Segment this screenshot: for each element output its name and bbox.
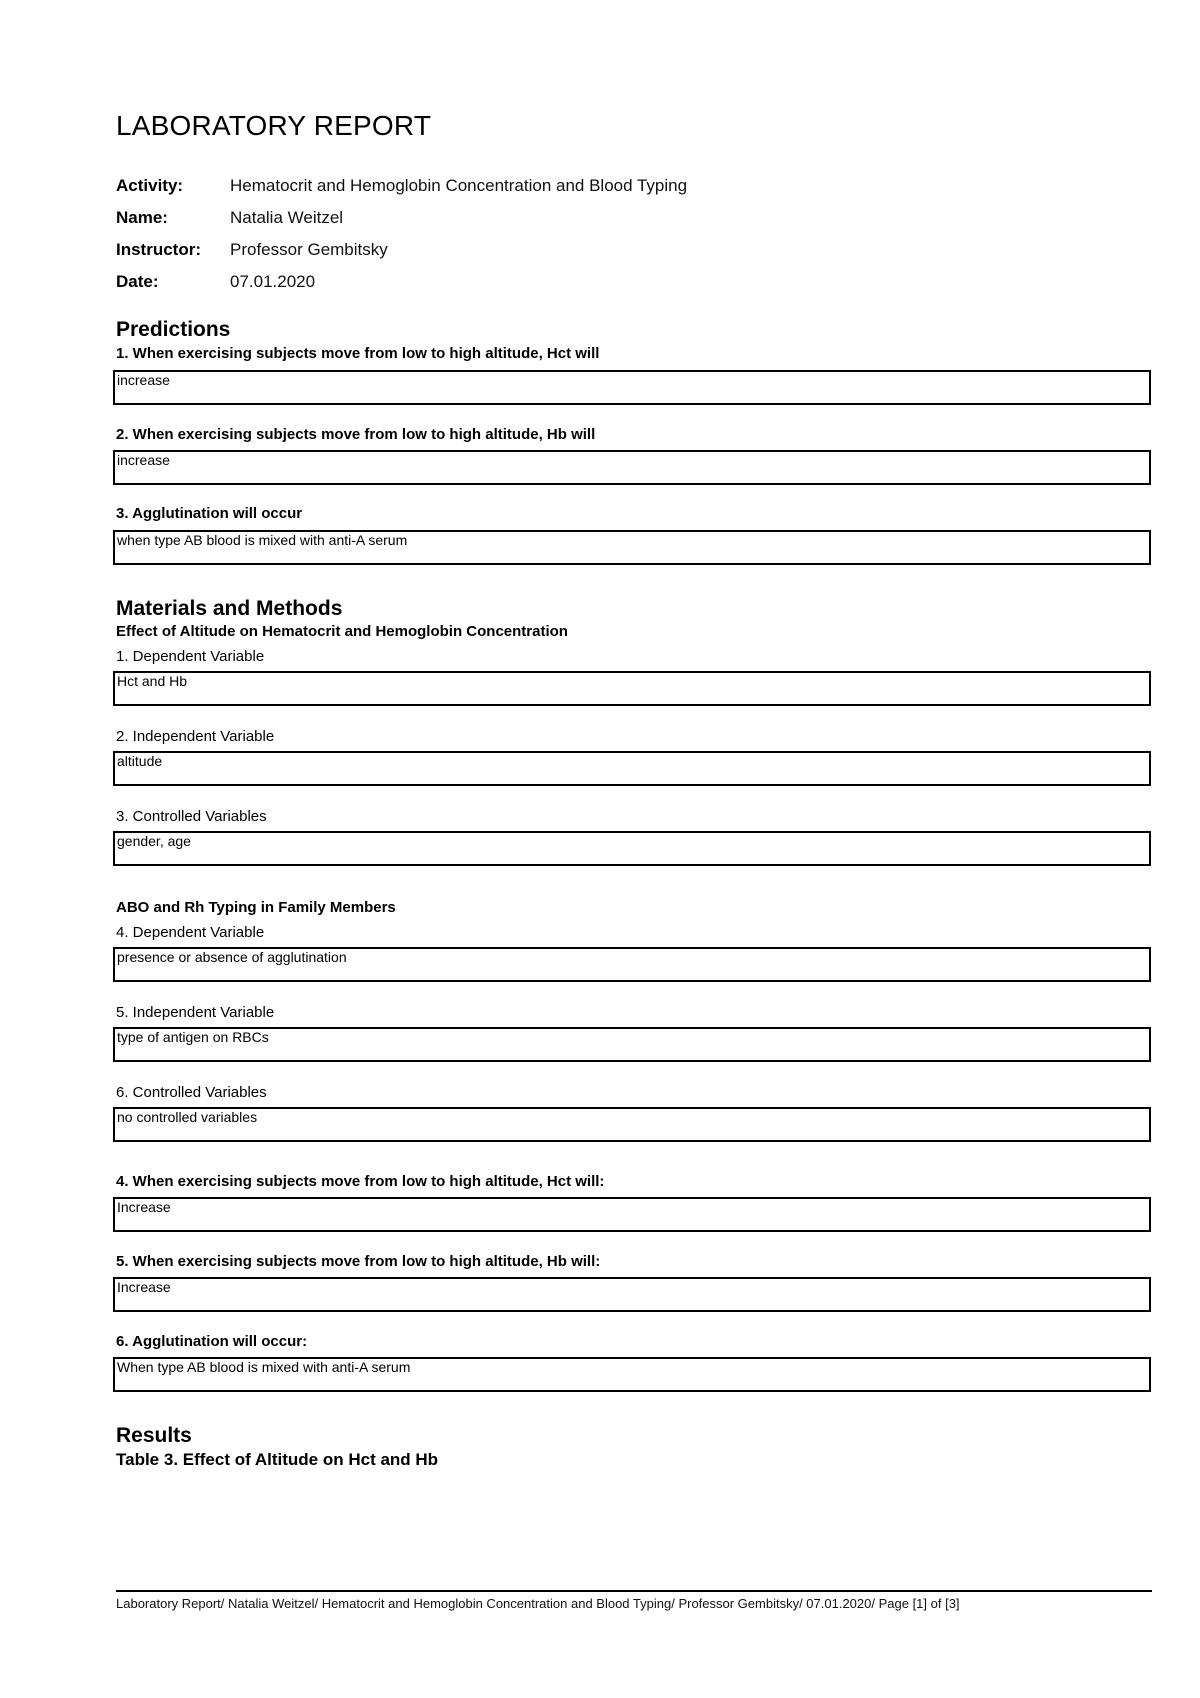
results-table-title: Table 3. Effect of Altitude on Hct and Hb <box>116 1450 439 1469</box>
meta-key: Instructor: <box>116 240 201 259</box>
mm-question-8: 5. When exercising subjects move from low to high altitude, Hb will: <box>116 1253 601 1270</box>
mm-answer-4[interactable]: presence or absence of agglutination <box>113 947 1151 982</box>
meta-row-activity <box>116 170 687 202</box>
mm-question-7: 4. When exercising subjects move from low to high altitude, Hct will: <box>116 1173 605 1190</box>
page-footer: Laboratory Report/ Natalia Weitzel/ Hematocrit and Hemoglobin Concentration and Blood Typing/ Professor Gembitsky/ 07.01.2020/ Page [1] of [3] <box>116 1596 960 1611</box>
results-heading: Results <box>116 1424 192 1447</box>
prediction-question-2: 2. When exercising subjects move from low to high altitude, Hb will <box>116 426 596 443</box>
meta-row-name <box>116 202 687 234</box>
materials-subheading-altitude: Effect of Altitude on Hematocrit and Hemoglobin Concentration <box>116 623 568 640</box>
materials-heading: Materials and Methods <box>116 597 343 620</box>
materials-subheading-abo: ABO and Rh Typing in Family Members <box>116 899 396 916</box>
mm-question-3: 3. Controlled Variables <box>116 808 267 825</box>
meta-key: Name: <box>116 208 168 227</box>
predictions-heading: Predictions <box>116 318 231 341</box>
meta-row-instructor <box>116 234 687 266</box>
meta-value: Hematocrit and Hemoglobin Concentration and Blood Typing <box>230 176 688 195</box>
prediction-answer-2[interactable]: increase <box>113 450 1151 485</box>
meta-value: Natalia Weitzel <box>230 208 344 227</box>
mm-question-5: 5. Independent Variable <box>116 1004 275 1021</box>
mm-answer-7[interactable]: Increase <box>113 1197 1151 1232</box>
meta-row-date <box>116 266 687 298</box>
prediction-question-1: 1. When exercising subjects move from low to high altitude, Hct will <box>116 345 600 362</box>
prediction-answer-3[interactable]: when type AB blood is mixed with anti-A serum <box>113 530 1151 565</box>
meta-value: Professor Gembitsky <box>230 240 388 259</box>
mm-question-6: 6. Controlled Variables <box>116 1084 267 1101</box>
mm-question-9: 6. Agglutination will occur: <box>116 1333 308 1350</box>
meta-key: Activity: <box>116 176 184 195</box>
mm-question-2: 2. Independent Variable <box>116 728 275 745</box>
mm-answer-6[interactable]: no controlled variables <box>113 1107 1151 1142</box>
report-title: LABORATORY REPORT <box>116 110 432 141</box>
prediction-answer-1[interactable]: increase <box>113 370 1151 405</box>
report-meta <box>116 170 687 298</box>
mm-answer-2[interactable]: altitude <box>113 751 1151 786</box>
mm-answer-8[interactable]: Increase <box>113 1277 1151 1312</box>
mm-answer-9[interactable]: When type AB blood is mixed with anti-A serum <box>113 1357 1151 1392</box>
prediction-question-3: 3. Agglutination will occur <box>116 505 303 522</box>
meta-value: 07.01.2020 <box>230 272 316 291</box>
mm-question-4: 4. Dependent Variable <box>116 924 265 941</box>
mm-answer-5[interactable]: type of antigen on RBCs <box>113 1027 1151 1062</box>
mm-answer-1[interactable]: Hct and Hb <box>113 671 1151 706</box>
meta-key: Date: <box>116 272 159 291</box>
mm-question-1: 1. Dependent Variable <box>116 648 265 665</box>
mm-answer-3[interactable]: gender, age <box>113 831 1151 866</box>
footer-divider <box>116 1590 1152 1592</box>
